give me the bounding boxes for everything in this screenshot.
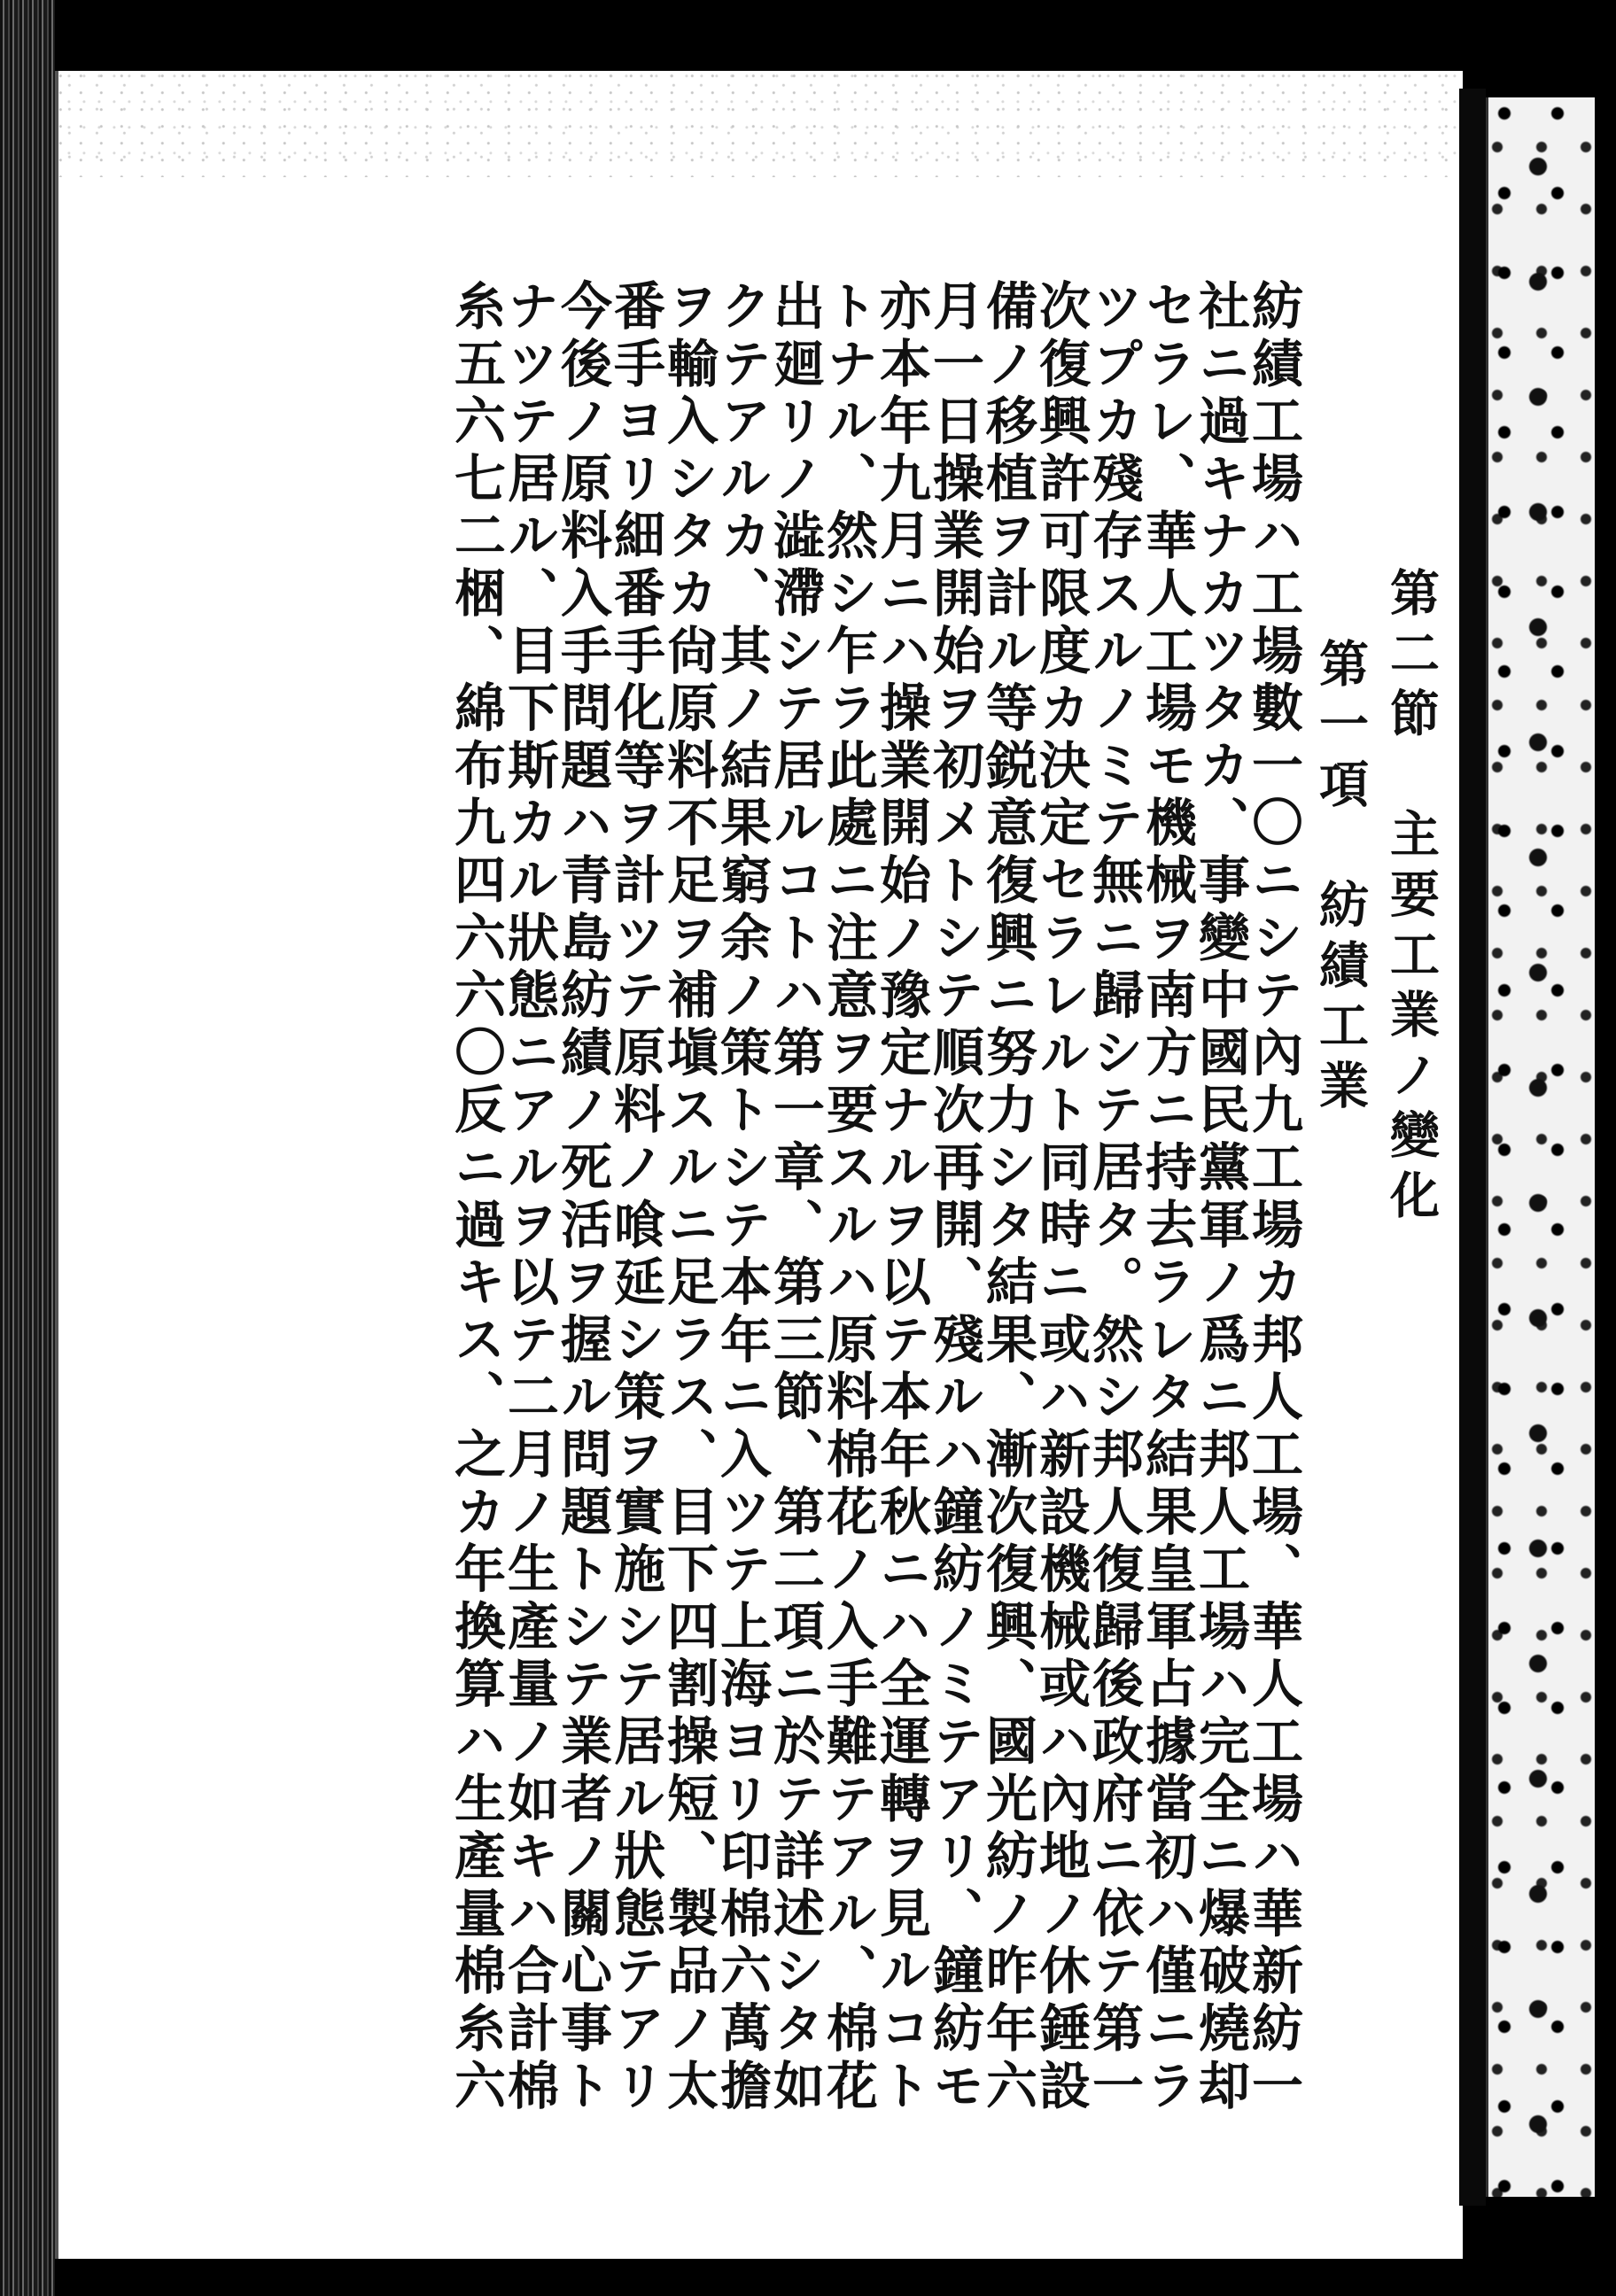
body-column: 出廻リノ澁滯シテ居ルコトハ第一章、第三節、第二項ニ於テ詳述シタ如	[765, 279, 825, 2116]
body-column: ツプカ殘存スルノミテ無ニ歸シテ居タ。然シ邦人復歸後政府ニ依テ第一	[1084, 279, 1144, 2116]
page-gutter	[1459, 89, 1486, 2206]
body-column: 糸五六七二梱、綿布九四六六〇反ニ過キス、之カ年換算ハ生產量棉糸六	[446, 279, 506, 2116]
document-page	[55, 71, 1463, 2259]
body-column: ナツテ居ル、目下斯カル狀態ニアルヲ以テ二月ノ生產量ノ如キハ合計棉	[499, 279, 559, 2116]
body-column: 月一日操業開始ヲ初メトシテ順次再開、殘ルハ鐘紡ノミテアリ、鐘紡モ	[924, 279, 984, 2116]
body-column: 社ニ過キナカツタカ、事變中國民黨軍ノ爲ニ邦人工場ハ完全ニ爆破燒却	[1190, 279, 1250, 2116]
body-column: 次復興許可限度カ決定セラレルト同時ニ或ハ新設機械或ハ內地ノ休錘設	[1030, 279, 1091, 2116]
body-column: 備ノ移植ヲ計ル等鋭意復興ニ努力シタ結果、漸次復興、國光紡ノ昨年六	[977, 279, 1037, 2116]
adjacent-page-edge	[1486, 97, 1595, 2197]
body-column: 番手ヨリ細番手化等ヲ計ツテ原料ノ喰延シ策ヲ實施シテ居ル狀態テアリ	[605, 279, 665, 2116]
body-column: ヲ輸入シタカ尙原料不足ヲ補塡スルニ足ラス、目下四割操短、製品ノ太	[658, 279, 719, 2116]
book-spine	[0, 0, 55, 2296]
body-column: 今後ノ原料入手問題ハ青島紡績ノ死活ヲ握ル問題トシテ業者ノ關心事ト	[552, 279, 612, 2116]
body-text	[209, 279, 1303, 2281]
body-column: セラレ、華人工場モ機械ヲ南方ニ持去ラレタ結果皇軍占據當初ハ僅ニラ	[1137, 279, 1197, 2116]
body-column: 亦本年九月ニハ操業開始ノ豫定ナルヲ以テ本年秋ニハ全運轉ヲ見ルコト	[871, 279, 931, 2116]
body-column: クテアルカ、其ノ結果窮余ノ策トシテ本年ニ入ツテ上海ヨリ印棉六萬擔	[711, 279, 772, 2116]
body-column: 紡績工場ハ工場數一〇ニシテ內九工場カ邦人工場、華人工場ハ華新紡一	[1243, 279, 1303, 2116]
body-column: トナル、然シ乍ラ此處ニ注意ヲ要スルハ原料棉花ノ入手難テアル、棉花	[818, 279, 878, 2116]
subsection-heading: 第一項 紡績工業	[1311, 638, 1370, 1120]
section-heading: 第二節 主要工業ノ變化	[1382, 567, 1441, 1229]
